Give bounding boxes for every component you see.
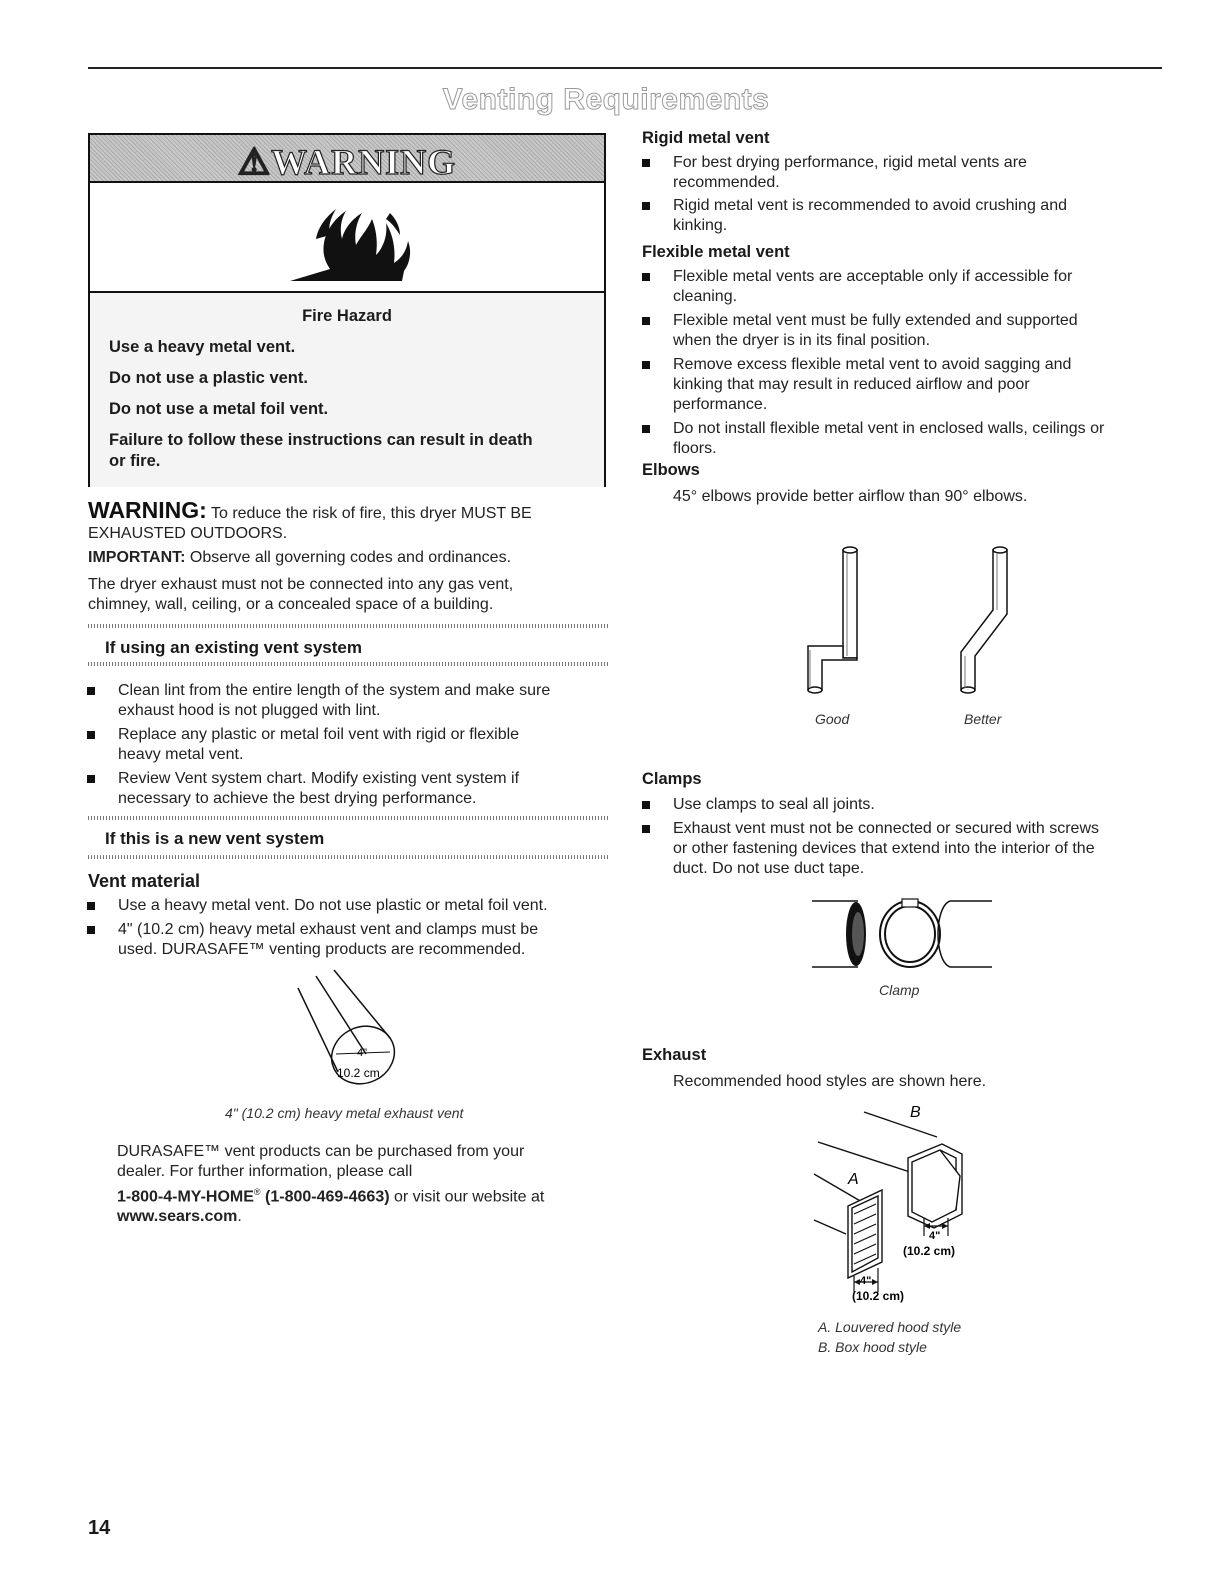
louvered-hood-dimension-in: 4" <box>860 1275 872 1287</box>
fire-icon <box>90 183 604 291</box>
existing-vent-heading: If using an existing vent system <box>105 638 362 657</box>
better-elbow-diagram <box>945 540 1035 695</box>
good-caption: Good <box>815 711 850 727</box>
clamp-diagram <box>810 893 995 973</box>
clamp-caption: Clamp <box>879 982 920 998</box>
list-item: Flexible metal vent must be fully extended and supported when the dryer is in its final position. <box>642 311 1167 351</box>
top-rule <box>88 67 1162 69</box>
vent-material-heading: Vent material <box>88 871 201 891</box>
warning-statement-label: WARNING: <box>88 497 207 523</box>
list-item: Clean lint from the entire length of the system and make sure exhaust hood is not plugged with lint. <box>87 681 612 721</box>
list-item: Remove excess flexible metal vent to avoid sagging and kinking that may result in reduced airflow and poor performance. <box>642 355 1167 415</box>
list-item: Use clamps to seal all joints. <box>642 795 1167 815</box>
list-item: Flexible metal vents are acceptable only if accessible for cleaning. <box>642 267 1167 307</box>
new-vent-heading: If this is a new vent system <box>105 829 325 848</box>
website-link[interactable]: www.sears.com <box>117 1208 238 1226</box>
list-item: Review Vent system chart. Modify existing vent system if necessary to achieve the best drying performance. <box>87 769 612 809</box>
existing-vent-list <box>87 681 612 809</box>
section-divider <box>88 624 610 628</box>
important-statement: IMPORTANT: Observe all governing codes and ordinances. <box>88 549 512 566</box>
list-item: For best drying performance, rigid metal vents are recommended. <box>642 153 1167 193</box>
box-hood-dimension-cm: (10.2 cm) <box>903 1244 956 1258</box>
list-item: Do not install flexible metal vent in enclosed walls, ceilings or floors. <box>642 419 1167 459</box>
hood-styles-diagram <box>812 1102 1002 1307</box>
fire-hazard-warning-box <box>88 133 606 487</box>
vent-material-list <box>87 896 612 960</box>
flexible-vent-heading: Flexible metal vent <box>642 243 790 261</box>
good-elbow-diagram <box>790 540 880 695</box>
clamps-list <box>642 795 1167 879</box>
hood-label-b: B <box>910 1104 921 1121</box>
page-number: 14 <box>88 1517 111 1539</box>
hood-label-a: A <box>848 1171 859 1188</box>
list-item: Exhaust vent must not be connected or secured with screws or other fastening devices that extend into the interior of the duct. Do not use duct tape. <box>642 819 1167 879</box>
vent-dimension-inches: 4" <box>357 1047 368 1059</box>
fire-symbol-area <box>90 183 604 293</box>
list-item: Replace any plastic or metal foil vent with rigid or flexible heavy metal vent. <box>87 725 612 765</box>
page-title: Venting Requirements <box>442 83 770 116</box>
louvered-hood-dimension-cm: (10.2 cm) <box>852 1289 905 1303</box>
warning-line-5: or fire. <box>109 452 161 470</box>
section-divider <box>88 855 610 859</box>
rigid-vent-heading: Rigid metal vent <box>642 129 770 147</box>
warning-triangle-icon: ⚠ <box>237 142 272 182</box>
purchase-info: DURASAFE™ vent products can be purchased from your dealer. For further information, please call 1-800-4-MY-HOME® (1-800-469-4663) or visit our website at www.sears.com. <box>117 1143 545 1226</box>
heavy-metal-vent-diagram <box>290 968 410 1086</box>
list-item: 4" (10.2 cm) heavy metal exhaust vent and clamps must be used. DURASAFE™ venting products are recommended. <box>87 920 612 960</box>
rigid-vent-list <box>642 153 1167 236</box>
elbows-text: 45° elbows provide better airflow than 90° elbows. <box>673 488 1028 505</box>
warning-line-1: Use a heavy metal vent. <box>109 338 296 356</box>
better-caption: Better <box>964 711 1002 727</box>
warning-statement: WARNING: To reduce the risk of fire, this dryer MUST BE EXHAUSTED OUTDOORS. <box>88 497 532 542</box>
hood-captions: A. Louvered hood style B. Box hood style <box>818 1319 962 1355</box>
warning-line-4: Failure to follow these instructions can result in death <box>109 431 533 449</box>
warning-line-3: Do not use a metal foil vent. <box>109 400 329 418</box>
vent-caption: 4" (10.2 cm) heavy metal exhaust vent <box>225 1105 464 1121</box>
warning-header-label: ⚠WARNING <box>237 142 457 182</box>
clamps-heading: Clamps <box>642 770 702 788</box>
phone-number: 1-800-4-MY-HOME <box>117 1188 254 1206</box>
box-hood-dimension-in: 4" <box>929 1230 941 1242</box>
section-divider <box>88 662 610 666</box>
exhaust-heading: Exhaust <box>642 1046 707 1064</box>
vent-dimension-cm: 10.2 cm <box>337 1066 380 1080</box>
list-item: Use a heavy metal vent. Do not use plastic or metal foil vent. <box>87 896 612 916</box>
exhaust-text: Recommended hood styles are shown here. <box>673 1073 987 1090</box>
list-item: Rigid metal vent is recommended to avoid crushing and kinking. <box>642 196 1167 236</box>
exhaust-note: The dryer exhaust must not be connected into any gas vent, chimney, wall, ceiling, or a concealed space of a building. <box>88 576 514 613</box>
section-divider <box>88 816 610 820</box>
hazard-title: Fire Hazard <box>302 307 392 325</box>
warning-header <box>90 135 604 183</box>
warning-text-area <box>90 293 604 487</box>
flexible-vent-list <box>642 267 1167 459</box>
elbows-heading: Elbows <box>642 461 700 479</box>
warning-line-2: Do not use a plastic vent. <box>109 369 308 387</box>
